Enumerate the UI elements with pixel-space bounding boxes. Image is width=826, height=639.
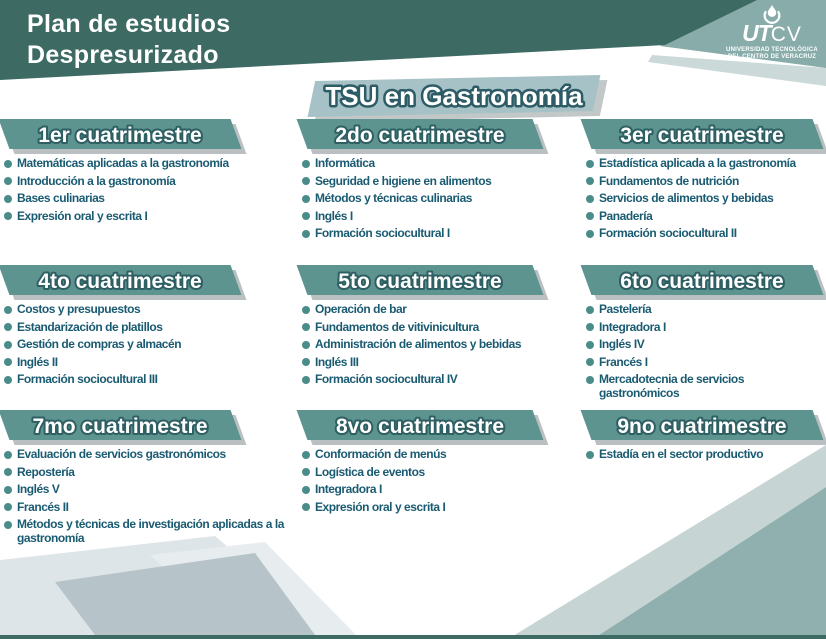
- bullet-icon: [4, 341, 12, 349]
- course-item: [4, 321, 294, 335]
- bullet-icon: [302, 376, 310, 384]
- bullet-icon: [4, 468, 12, 476]
- course-item: [4, 356, 294, 370]
- course-name: Expresión oral y escrita I: [17, 208, 148, 223]
- course-name: Inglés II: [17, 354, 58, 369]
- course-name: Formación sociocultural I: [315, 226, 450, 240]
- logo-caption-line2: DEL CENTRO DE VERACRUZ: [727, 54, 817, 60]
- term-title: 9no cuatrimestre: [617, 415, 787, 438]
- course-item: [302, 501, 578, 515]
- course-list: [302, 448, 582, 514]
- course-item: [586, 321, 822, 335]
- bullet-icon: [4, 306, 12, 314]
- term-title: 6to cuatrimestre: [620, 270, 784, 293]
- bullet-icon: [586, 177, 594, 185]
- bullet-icon: [302, 306, 310, 314]
- term-section: [0, 119, 298, 265]
- course-item: [586, 448, 822, 462]
- poster-title-line1: Plan de estudios: [27, 10, 231, 38]
- course-name: Fundamentos de vitivinicultura: [315, 319, 479, 334]
- course-name: Formación sociocultural IV: [315, 372, 458, 386]
- term-title: 8vo cuatrimestre: [335, 415, 505, 438]
- course-item: [4, 466, 294, 480]
- bullet-icon: [4, 323, 12, 331]
- term-title: 3er cuatrimestre: [620, 124, 784, 147]
- bullet-icon: [4, 486, 12, 494]
- utcv-logo: [724, 3, 820, 61]
- course-name: Costos y presupuestos: [17, 302, 141, 316]
- bullet-icon: [302, 195, 310, 203]
- bullet-icon: [302, 230, 310, 238]
- term-banner: [586, 119, 818, 149]
- course-name: Expresión oral y escrita I: [315, 499, 446, 514]
- course-item: [302, 466, 578, 480]
- term-banner: [302, 119, 538, 149]
- term-title: 4to cuatrimestre: [38, 270, 202, 293]
- course-item: [586, 373, 822, 400]
- bullet-icon: [586, 451, 594, 459]
- term-section: [298, 119, 582, 265]
- course-item: [302, 227, 578, 241]
- course-item: [302, 448, 578, 462]
- course-name: Inglés V: [17, 482, 60, 496]
- bullet-icon: [4, 160, 12, 168]
- course-item: [4, 518, 294, 545]
- course-item: [302, 192, 578, 206]
- course-name: Operación de bar: [315, 302, 407, 316]
- bullet-icon: [302, 451, 310, 459]
- bullet-icon: [302, 177, 310, 185]
- course-name: Repostería: [17, 464, 75, 479]
- course-item: [302, 157, 578, 171]
- course-name: Integradora I: [315, 482, 382, 496]
- course-item: [302, 483, 578, 497]
- course-name: Francés II: [17, 499, 69, 514]
- course-item: [4, 501, 294, 515]
- term-section: [582, 119, 826, 265]
- course-item: [586, 303, 822, 317]
- course-item: [4, 338, 294, 352]
- bullet-icon: [302, 341, 310, 349]
- bullet-icon: [586, 195, 594, 203]
- program-title-banner: [312, 78, 596, 114]
- bullet-icon: [302, 486, 310, 494]
- term-section: [298, 265, 582, 410]
- term-banner: [302, 410, 538, 440]
- bullet-icon: [4, 503, 12, 511]
- course-item: [4, 448, 294, 462]
- course-name: Pastelería: [599, 302, 652, 316]
- term-title: 5to cuatrimestre: [338, 270, 502, 293]
- term-banner: [586, 265, 818, 295]
- course-list: [586, 157, 826, 241]
- course-name: Estadística aplicada a la gastronomía: [599, 156, 796, 170]
- program-title: TSU en Gastronomía: [325, 81, 583, 111]
- bullet-icon: [586, 376, 594, 384]
- bullet-icon: [586, 358, 594, 366]
- term-section: [582, 265, 826, 410]
- bullet-icon: [4, 451, 12, 459]
- term-banner: [4, 265, 236, 295]
- term-title: 1er cuatrimestre: [38, 124, 202, 147]
- course-name: Informática: [315, 156, 375, 170]
- course-item: [586, 356, 822, 370]
- term-section: [0, 265, 298, 410]
- course-name: Panadería: [599, 208, 653, 223]
- logo-acronym: [724, 20, 820, 47]
- course-list: [302, 303, 582, 387]
- bullet-icon: [302, 160, 310, 168]
- course-item: [586, 227, 822, 241]
- course-name: Inglés IV: [599, 337, 645, 351]
- term-title: 7mo cuatrimestre: [32, 415, 208, 438]
- course-name: Fundamentos de nutrición: [599, 173, 739, 188]
- bullet-icon: [586, 323, 594, 331]
- course-item: [302, 356, 578, 370]
- bullet-icon: [586, 306, 594, 314]
- course-item: [586, 192, 822, 206]
- course-name: Estadía en el sector productivo: [599, 447, 764, 461]
- course-list: [302, 157, 582, 241]
- term-banner: [4, 410, 236, 440]
- course-name: Conformación de menús: [315, 447, 447, 461]
- logo-ut: UT: [742, 20, 771, 46]
- course-item: [4, 373, 294, 387]
- bullet-icon: [302, 468, 310, 476]
- bottom-bar: [0, 635, 826, 639]
- term-banner: [302, 265, 538, 295]
- bullet-icon: [302, 212, 310, 220]
- course-name: Mercadotecnia de servicios gastronómicos: [599, 372, 745, 400]
- course-name: Gestión de compras y almacén: [17, 337, 182, 351]
- course-item: [302, 303, 578, 317]
- course-name: Métodos y técnicas de investigación aplicadas a la gastronomía: [17, 517, 284, 545]
- term-section: [298, 410, 582, 549]
- course-name: Matemáticas aplicadas a la gastronomía: [17, 156, 229, 170]
- course-item: [586, 175, 822, 189]
- terms-grid: [0, 119, 826, 549]
- course-name: Francés I: [599, 354, 648, 369]
- course-name: Bases culinarias: [17, 191, 105, 205]
- course-item: [4, 175, 294, 189]
- course-name: Seguridad e higiene en alimentos: [315, 173, 492, 188]
- course-item: [586, 157, 822, 171]
- course-name: Inglés I: [315, 208, 353, 223]
- course-item: [302, 338, 578, 352]
- course-name: Inglés III: [315, 354, 359, 369]
- course-name: Introducción a la gastronomía: [17, 173, 176, 188]
- course-item: [302, 321, 578, 335]
- course-list: [4, 448, 298, 545]
- bullet-icon: [4, 195, 12, 203]
- logo-cv: CV: [770, 23, 802, 46]
- course-name: Integradora I: [599, 319, 666, 334]
- bullet-icon: [302, 323, 310, 331]
- bullet-icon: [586, 341, 594, 349]
- course-item: [4, 192, 294, 206]
- course-item: [302, 175, 578, 189]
- course-list: [586, 448, 826, 462]
- course-name: Formación sociocultural II: [599, 226, 737, 240]
- course-item: [586, 338, 822, 352]
- course-list: [586, 303, 826, 400]
- course-list: [4, 157, 298, 223]
- course-item: [4, 210, 294, 224]
- course-name: Logística de eventos: [315, 464, 425, 479]
- bullet-icon: [302, 503, 310, 511]
- course-name: Formación sociocultural III: [17, 372, 158, 386]
- bullet-icon: [4, 376, 12, 384]
- course-name: Estandarización de platillos: [17, 319, 163, 334]
- course-name: Servicios de alimentos y bebidas: [599, 191, 774, 205]
- term-banner: [586, 410, 818, 440]
- bullet-icon: [4, 358, 12, 366]
- bullet-icon: [4, 212, 12, 220]
- bullet-icon: [586, 212, 594, 220]
- course-item: [302, 373, 578, 387]
- course-item: [4, 483, 294, 497]
- course-name: Administración de alimentos y bebidas: [315, 337, 522, 351]
- course-item: [4, 157, 294, 171]
- term-title: 2do cuatrimestre: [335, 124, 505, 147]
- course-item: [302, 210, 578, 224]
- logo-caption-line1: UNIVERSIDAD TECNOLÓGICA: [726, 47, 818, 53]
- course-list: [4, 303, 298, 387]
- term-section: [0, 410, 298, 549]
- term-banner: [4, 119, 236, 149]
- course-name: Métodos y técnicas culinarias: [315, 191, 473, 205]
- bullet-icon: [586, 230, 594, 238]
- poster-title-line2: Despresurizado: [27, 41, 219, 69]
- bullet-icon: [4, 521, 12, 529]
- bullet-icon: [302, 358, 310, 366]
- bullet-icon: [4, 177, 12, 185]
- course-item: [4, 303, 294, 317]
- poster-title: [27, 9, 230, 71]
- course-item: [586, 210, 822, 224]
- course-name: Evaluación de servicios gastronómicos: [17, 447, 226, 461]
- term-section: [582, 410, 826, 549]
- bullet-icon: [586, 160, 594, 168]
